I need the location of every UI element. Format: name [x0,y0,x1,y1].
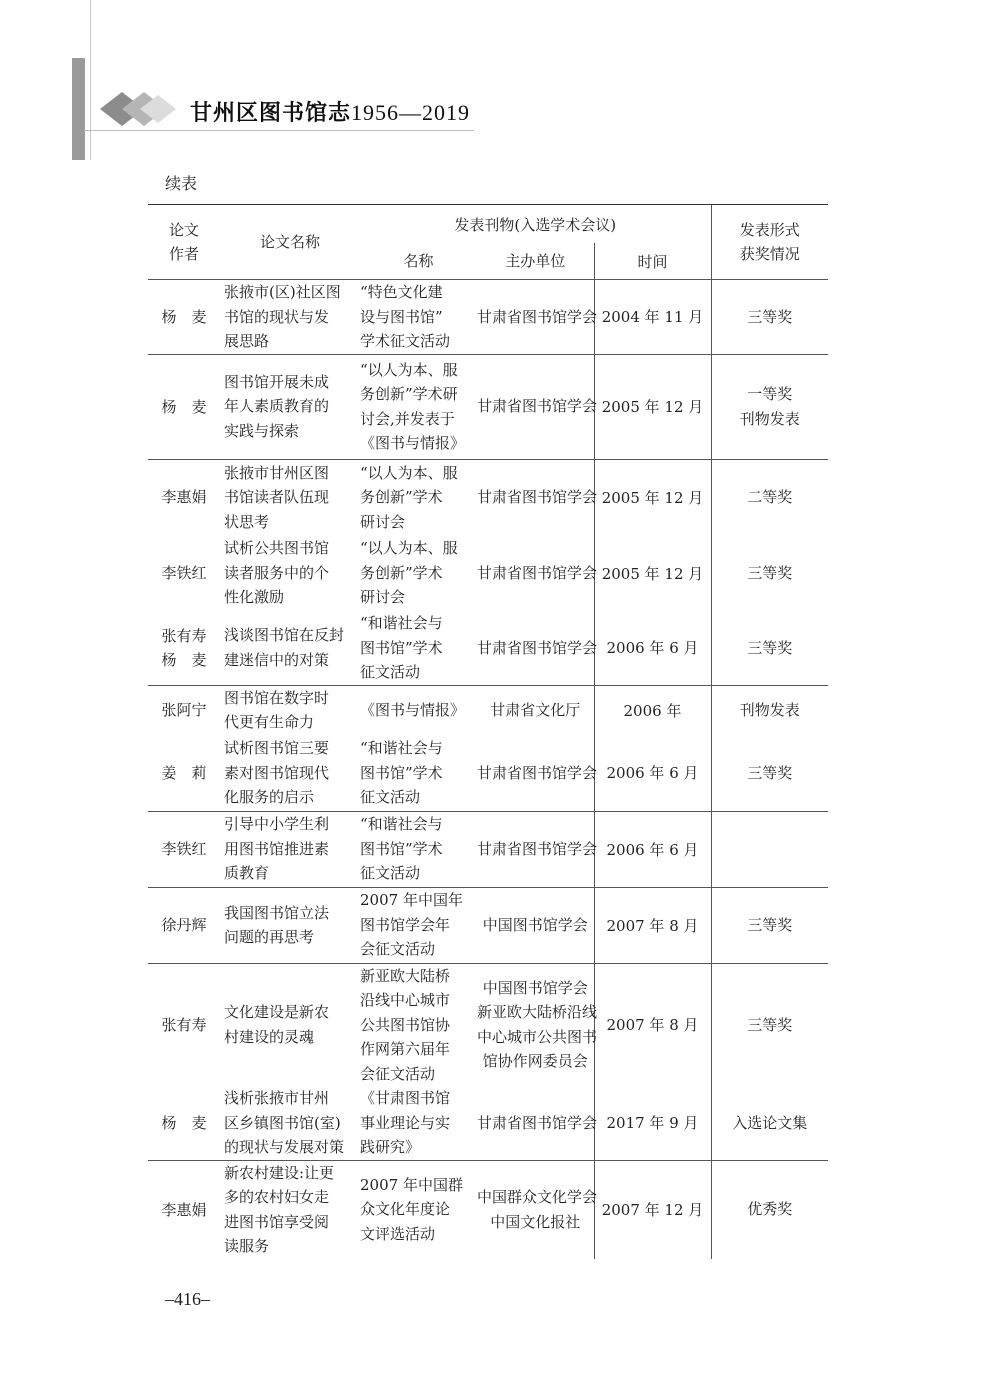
cell-award: 三等奖 [711,963,828,1086]
cell-venue: 《图书与情报》 [360,685,477,735]
table-row [148,963,828,1086]
cell-org: 甘肃省图书馆学会 [477,811,594,887]
header-pub-org: 主办单位 [477,243,594,280]
page-number: –416– [165,1289,210,1309]
table-body [148,280,828,1259]
header-publication: 发表刊物(入选学术会议) [360,205,711,244]
cell-org: 中国图书馆学会 [477,887,594,963]
cell-author: 张有寿 杨 麦 [161,626,207,669]
table-row [148,1086,828,1160]
cell-author: 徐丹辉 [148,887,220,963]
table-row [148,354,828,459]
table-row [148,887,828,963]
cell-date: 2007 年 8 月 [594,963,711,1086]
header-rule [84,130,474,131]
cell-title: 新农村建设:让更 多的农村妇女走 进图书馆享受阅 读服务 [220,1160,360,1259]
cell-title: 文化建设是新农 村建设的灵魂 [220,963,360,1086]
cell-org: 甘肃省图书馆学会 [477,563,598,582]
cell-venue: “和谐社会与 图书馆”学术 征文活动 [360,614,443,681]
cell-author: 姜 莉 [161,763,207,782]
table-row [148,811,828,887]
cell-venue: 2007 年中国年 图书馆学会年 会征文活动 [360,887,477,963]
cell-date: 2017 年 9 月 [594,1086,711,1160]
cell-org: 中国群众文化学会 中国文化报社 [477,1160,594,1259]
page-header-title [190,96,470,127]
cell-date: 2007 年 12 月 [594,1160,711,1259]
cell-author: 张有寿 [148,963,220,1086]
cell-venue: “以人为本、服 务创新”学术 研讨会 [360,539,458,607]
cell-title: 我国图书馆立法 问题的再思考 [220,887,360,963]
table-row [148,280,828,355]
cell-org: 甘肃省图书馆学会 [477,1113,598,1132]
cell-award: 刊物发表 [711,685,828,735]
cell-award: 三等奖 [711,611,828,685]
cell-org: 甘肃省文化厅 [477,685,594,735]
header-author: 论文 作者 [148,205,220,280]
header-grey-bar [72,58,85,160]
cell-org: 中国图书馆学会 新亚欧大陆桥沿线 中心城市公共图书 馆协作网委员会 [477,963,594,1086]
cell-award: 二等奖 [711,459,828,535]
cell-award: 一等奖 刊物发表 [711,354,828,459]
cell-venue: “以人为本、服 务创新”学术 研讨会 [360,459,477,535]
cell-venue: 《甘肃图书馆 事业理论与实 践研究》 [360,1089,451,1156]
cell-date: 2006 年 6 月 [594,735,711,811]
cell-venue: “和谐社会与 图书馆”学术 征文活动 [360,811,477,887]
cell-award: 三等奖 [711,735,828,811]
cell-title: 浅析张掖市甘州 区乡镇图书馆(室) 的现状与发展对策 [224,1089,345,1156]
cell-venue: 新亚欧大陆桥 沿线中心城市 公共图书馆协 作网第六届年 会征文活动 [360,963,477,1086]
cell-date: 2004 年 11 月 [594,280,711,355]
cell-org: 甘肃省图书馆学会 [477,763,598,782]
table-row [148,535,828,611]
cell-date: 2006 年 [594,685,711,735]
cell-title: 引导中小学生利 用图书馆推进素 质教育 [220,811,360,887]
header-diamond-ornament [100,92,180,126]
cell-award: 三等奖 [711,280,828,355]
table-row [148,611,828,685]
cell-award: 三等奖 [711,887,828,963]
continued-label: 续表 [165,174,198,193]
cell-title: 张掖市甘州区图 书馆读者队伍现 状思考 [220,459,360,535]
cell-org: 甘肃省图书馆学会 [477,354,594,459]
cell-venue: 2007 年中国群 众文化年度论 文评选活动 [360,1160,477,1259]
cell-award: 优秀奖 [711,1160,828,1259]
cell-title: 浅谈图书馆在反封 建迷信中的对策 [224,626,345,669]
cell-author: 张阿宁 [148,685,220,735]
table-row [148,735,828,811]
header-pub-name: 名称 [360,243,477,280]
cell-author: 杨 麦 [148,354,220,459]
cell-title: 图书馆在数字时 代更有生命力 [220,685,360,735]
margin-vertical-line [90,0,91,160]
cell-date: 2005 年 12 月 [594,354,711,459]
header-award: 发表形式 获奖情况 [711,205,828,280]
table-row [148,459,828,535]
cell-venue: “以人为本、服 务创新”学术研 讨会,并发表于 《图书与情报》 [360,354,477,459]
cell-title: 试析公共图书馆 读者服务中的个 性化激励 [224,539,330,607]
cell-date: 2005 年 12 月 [594,535,711,611]
header-pub-date: 时间 [594,243,711,280]
cell-org: 甘肃省图书馆学会 [477,638,598,657]
cell-date: 2005 年 12 月 [594,459,711,535]
cell-date: 2006 年 6 月 [594,611,711,685]
cell-author: 杨 麦 [148,280,220,355]
cell-venue: “特色文化建 设与图书馆” 学术征文活动 [360,280,477,355]
cell-author: 李惠娟 [148,459,220,535]
book-years: 1956—2019 [351,100,471,125]
cell-award [711,811,828,887]
cell-date: 2007 年 8 月 [594,887,711,963]
cell-date: 2006 年 6 月 [594,811,711,887]
cell-author: 李铁红 [148,811,220,887]
table-row [148,1160,828,1259]
table-row [148,685,828,735]
papers-table [148,204,828,1259]
cell-title: 图书馆开展未成 年人素质教育的 实践与探索 [220,354,360,459]
cell-award: 三等奖 [711,535,828,611]
book-title: 甘州区图书馆志 [190,101,352,126]
cell-author: 李铁红 [161,564,207,582]
cell-org: 甘肃省图书馆学会 [477,459,594,535]
cell-venue: “和谐社会与 图书馆”学术 征文活动 [360,739,443,806]
cell-award: 入选论文集 [711,1086,828,1160]
cell-author: 李惠娟 [148,1160,220,1259]
header-title: 论文名称 [220,205,360,280]
cell-org: 甘肃省图书馆学会 [477,280,594,355]
cell-author: 杨 麦 [161,1113,207,1132]
cell-title: 试析图书馆三要 素对图书馆现代 化服务的启示 [224,739,330,806]
cell-title: 张掖市(区)社区图 书馆的现状与发 展思路 [220,280,360,355]
